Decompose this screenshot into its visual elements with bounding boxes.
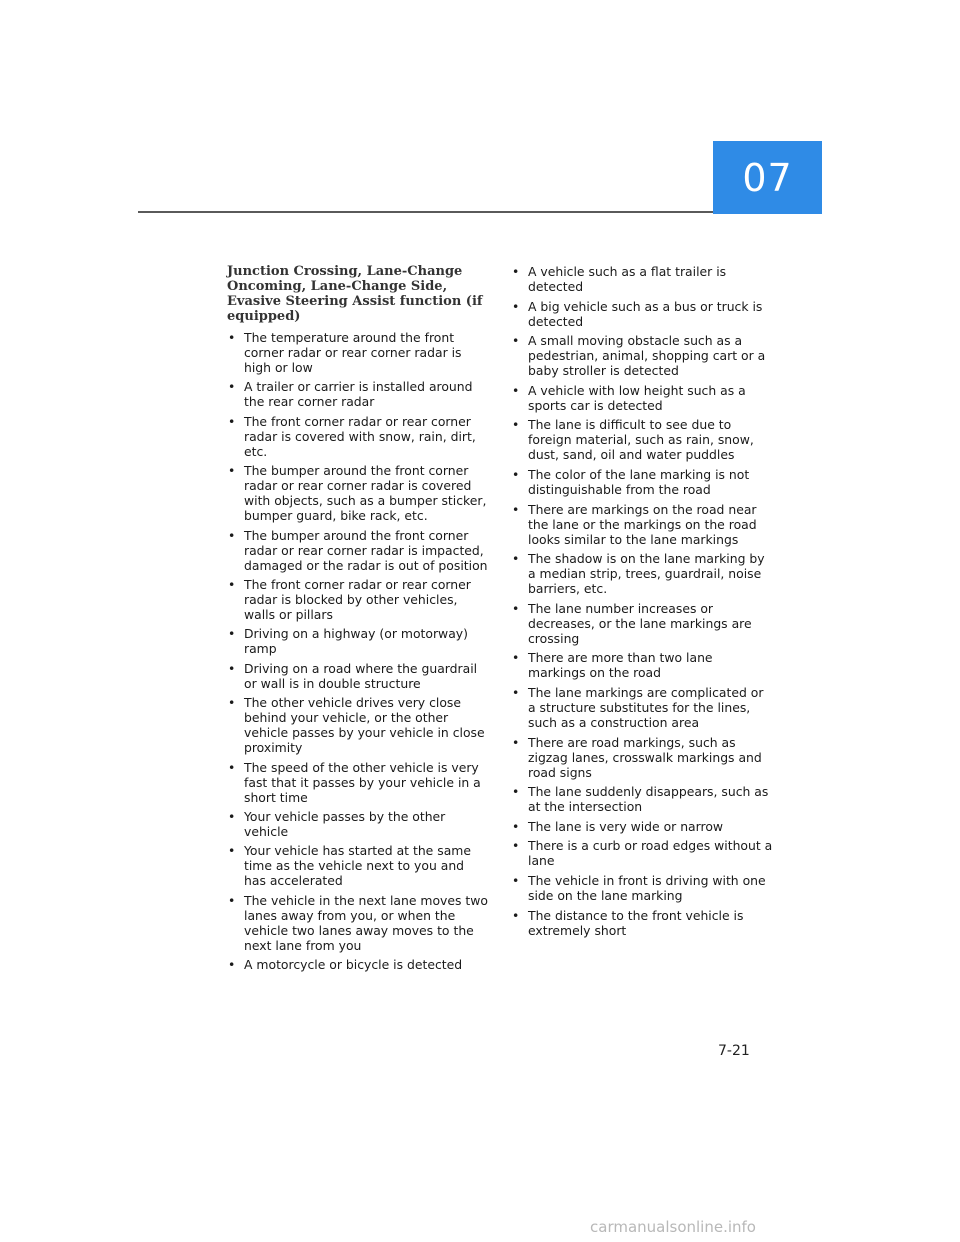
bullet-icon: • <box>228 576 236 592</box>
bullet-icon: • <box>228 660 236 676</box>
bullet-icon: • <box>512 466 520 482</box>
list-item-text: The speed of the other vehicle is very fast that it passes by your vehicle in a short time <box>244 759 481 805</box>
list-item <box>511 383 773 413</box>
bullet-icon: • <box>512 684 520 700</box>
list-item-text: A big vehicle such as a bus or truck is detected <box>528 298 763 329</box>
list-item <box>227 760 489 805</box>
list-item-text: The distance to the front vehicle is extremely short <box>528 907 744 938</box>
bullet-icon: • <box>228 892 236 908</box>
list-item-text: Driving on a highway (or motorway) ramp <box>244 626 468 657</box>
list-item-text: A trailer or carrier is installed around the rear corner radar <box>244 379 473 410</box>
list-item-text: The temperature around the front corner radar or rear corner radar is high or low <box>244 330 462 375</box>
list-item-text: The shadow is on the lane marking by a median strip, trees, guardrail, noise barriers, etc. <box>528 551 765 597</box>
list-item-text: The front corner radar or rear corner radar is covered with snow, rain, dirt, etc. <box>244 413 476 459</box>
list-item <box>511 417 773 462</box>
bullet-icon: • <box>228 527 236 543</box>
list-item <box>511 784 773 814</box>
list-item <box>227 843 489 888</box>
bullet-icon: • <box>512 298 520 314</box>
right-bullet-list <box>511 264 773 938</box>
list-item-text: The bumper around the front corner radar or rear corner radar is impacted, damaged or the radar is out of position <box>244 527 488 573</box>
bullet-icon: • <box>512 838 520 854</box>
bullet-icon: • <box>228 413 236 429</box>
list-item-text: There are road markings, such as zigzag lanes, crosswalk markings and road signs <box>528 734 762 780</box>
chapter-tab: 07 <box>713 141 822 214</box>
list-item-text: The front corner radar or rear corner radar is blocked by other vehicles, walls or pillars <box>244 576 471 622</box>
list-item-text: A vehicle such as a flat trailer is detected <box>528 264 727 294</box>
bullet-icon: • <box>512 417 520 433</box>
list-item-text: The lane is difficult to see due to foreign material, such as rain, snow, dust, sand, oil and water puddles <box>528 417 754 463</box>
list-item <box>227 893 489 953</box>
list-item-text: A small moving obstacle such as a pedestrian, animal, shopping cart or a baby stroller is detected <box>528 333 766 379</box>
bullet-icon: • <box>512 600 520 616</box>
bullet-icon: • <box>512 333 520 349</box>
list-item <box>511 873 773 903</box>
bullet-icon: • <box>512 818 520 834</box>
header-rule <box>138 211 713 213</box>
bullet-icon: • <box>228 626 236 642</box>
bullet-icon: • <box>512 907 520 923</box>
list-item <box>511 908 773 938</box>
list-item-text: There are more than two lane markings on the road <box>528 650 713 681</box>
list-item-text: Your vehicle has started at the same time as the vehicle next to you and has accelerated <box>244 843 471 889</box>
bullet-icon: • <box>512 382 520 398</box>
bullet-icon: • <box>512 650 520 666</box>
bullet-icon: • <box>512 551 520 567</box>
list-item-text: A motorcycle or bicycle is detected <box>244 957 463 973</box>
list-item-text: There are markings on the road near the lane or the markings on the road looks similar to the lane markings <box>528 501 757 547</box>
list-item <box>511 467 773 497</box>
section-heading: Junction Crossing, Lane-Change Oncoming, Lane-Change Side, Evasive Steering Assist function (if equipped) <box>227 264 483 324</box>
list-item <box>227 330 489 375</box>
list-item <box>227 809 489 839</box>
left-column <box>227 264 489 976</box>
list-item-text: The lane markings are complicated or a structure substitutes for the lines, such as a construction area <box>528 684 764 730</box>
list-item-text: The lane suddenly disappears, such as at the intersection <box>528 784 769 815</box>
list-item <box>511 685 773 730</box>
list-item <box>511 264 773 294</box>
list-item-text: The lane is very wide or narrow <box>528 818 724 834</box>
bullet-icon: • <box>228 957 236 973</box>
list-item <box>227 379 489 409</box>
list-item <box>227 695 489 755</box>
list-item-text: The lane number increases or decreases, or the lane markings are crossing <box>528 600 752 646</box>
bullet-icon: • <box>512 264 520 279</box>
list-item-text: There is a curb or road edges without a lane <box>528 838 773 869</box>
list-item <box>511 650 773 680</box>
list-item <box>227 528 489 573</box>
list-item <box>227 661 489 691</box>
list-item <box>227 626 489 656</box>
bullet-icon: • <box>228 379 236 395</box>
list-item-text: The other vehicle drives very close behind your vehicle, or the other vehicle passes by your vehicle in close proximity <box>244 695 485 756</box>
list-item <box>227 414 489 459</box>
list-item <box>511 838 773 868</box>
list-item-text: The vehicle in the next lane moves two lanes away from you, or when the vehicle two lanes away moves to the next lane from you <box>244 892 488 953</box>
list-item-text: The bumper around the front corner radar or rear corner radar is covered with objects, such as a bumper sticker, bumper guard, bike rack, etc. <box>244 463 487 524</box>
list-item-text: Driving on a road where the guardrail or wall is in double structure <box>244 660 478 691</box>
bullet-icon: • <box>228 330 236 345</box>
bullet-icon: • <box>228 463 236 479</box>
bullet-icon: • <box>228 695 236 711</box>
list-item <box>511 551 773 596</box>
bullet-icon: • <box>228 843 236 859</box>
right-column <box>511 264 773 942</box>
left-bullet-list <box>227 330 489 972</box>
list-item <box>511 502 773 547</box>
bullet-icon: • <box>228 759 236 775</box>
bullet-icon: • <box>512 784 520 800</box>
bullet-icon: • <box>512 872 520 888</box>
watermark[interactable]: carmanualsonline.info <box>590 1218 756 1236</box>
list-item <box>511 333 773 378</box>
list-item <box>227 577 489 622</box>
list-item <box>227 957 489 972</box>
list-item-text: The color of the lane marking is not distinguishable from the road <box>528 466 750 497</box>
list-item-text: The vehicle in front is driving with one side on the lane marking <box>528 872 766 903</box>
list-item <box>511 819 773 834</box>
bullet-icon: • <box>512 501 520 517</box>
list-item-text: A vehicle with low height such as a sports car is detected <box>528 382 746 413</box>
list-item-text: Your vehicle passes by the other vehicle <box>244 808 446 839</box>
bullet-icon: • <box>512 734 520 750</box>
list-item <box>511 601 773 646</box>
bullet-icon: • <box>228 808 236 824</box>
list-item <box>511 735 773 780</box>
page-number: 7-21 <box>718 1043 750 1059</box>
list-item <box>511 299 773 329</box>
list-item <box>227 463 489 523</box>
